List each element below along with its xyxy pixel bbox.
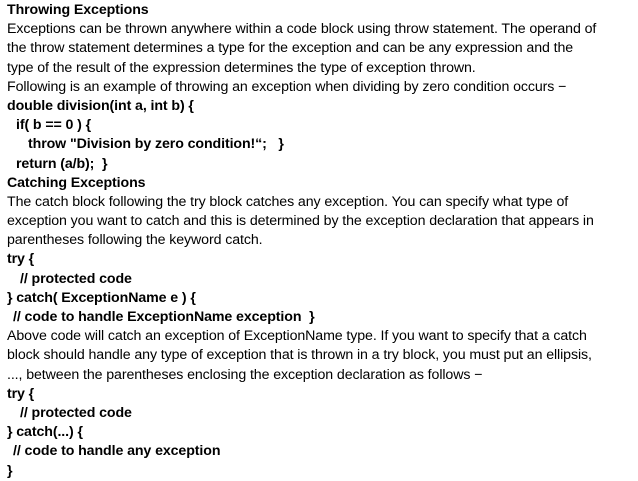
paragraph-line: Exceptions can be thrown anywhere within a code block using throw statement. The operand of	[7, 21, 597, 38]
paragraph-line: Above code will catch an exception of ExceptionName type. If you want to specify that a catch	[7, 328, 587, 345]
paragraph-line: The catch block following the try block catches any exception. You can specify what type of	[7, 193, 569, 210]
section-heading-catching: Catching Exceptions	[7, 174, 146, 191]
code-line: return (a/b); }	[16, 155, 108, 172]
code-line: try {	[7, 385, 35, 402]
code-line: }	[7, 462, 13, 479]
paragraph-line: parentheses following the keyword catch.	[7, 232, 263, 249]
code-line: // protected code	[20, 404, 132, 421]
section-heading-throwing: Throwing Exceptions	[7, 2, 149, 18]
code-line: if( b == 0 ) {	[16, 117, 92, 134]
paragraph-line: block should handle any type of exception that is thrown in a try block, you must put an ellipsis,	[7, 347, 592, 364]
code-line: } catch(...) {	[7, 424, 83, 441]
code-line: // code to handle any exception	[13, 443, 221, 460]
code-line: // protected code	[20, 270, 132, 287]
document-body	[7, 1, 635, 481]
code-line: double division(int a, int b) {	[7, 97, 194, 114]
paragraph-line: type of the result of the expression determines the type of exception thrown.	[7, 59, 476, 76]
code-line: // code to handle ExceptionName exception }	[13, 309, 315, 325]
code-line: } catch( ExceptionName e ) {	[7, 289, 196, 306]
code-line: try {	[7, 251, 35, 268]
paragraph-line: the throw statement determines a type for the exception and can be any expression and the	[7, 40, 574, 57]
paragraph-line: ..., between the parentheses enclosing the exception declaration as follows −	[7, 366, 483, 383]
paragraph-line: exception you want to catch and this is determined by the exception declaration that appears in	[7, 213, 594, 230]
code-line: throw "Division by zero condition!“; }	[28, 136, 284, 153]
paragraph-line: Following is an example of throwing an exception when dividing by zero condition occurs −	[7, 78, 567, 95]
